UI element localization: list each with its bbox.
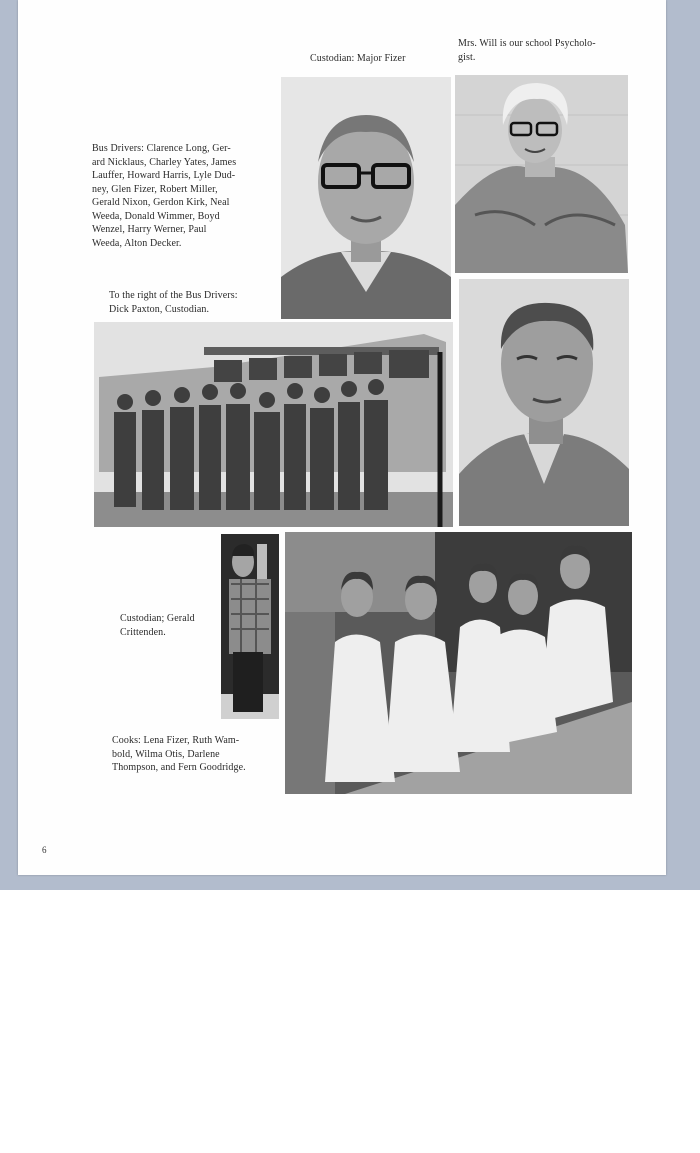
caption-line: Gerald Nixon, Gerdon Kirk, Neal [92,197,230,208]
caption-line: Cooks: Lena Fizer, Ruth Wam- [112,735,240,746]
caption-line: Dick Paxton, Custodian. [109,303,210,315]
caption-line: To the right of the Bus Drivers: [109,290,238,301]
photo-custodian-major-fizer [281,77,451,319]
caption-line: gist. [458,51,476,63]
caption-line: ney, Glen Fizer, Robert Miller, [92,183,218,195]
caption-custodian-major-fizer: Custodian: Major Fizer [310,53,406,64]
caption-line: Weeda, Alton Decker. [92,237,182,249]
photo-custodian-gerald [221,534,279,719]
photo-bus-drivers-group [94,322,453,527]
caption-line: Lauffer, Howard Harris, Lyle Dud- [92,170,236,181]
caption-line: Mrs. Will is our school Psycholo- [458,38,596,49]
page-number: 6 [42,845,47,855]
photo-cooks [285,532,632,794]
caption-right-of-bus-drivers [109,289,238,316]
caption-psychologist [458,37,596,64]
caption-custodian-gerald [120,612,195,639]
caption-bus-drivers [92,142,236,250]
caption-line: Crittenden. [120,626,166,638]
caption-line: Custodian; Gerald [120,613,195,624]
caption-line: Wenzel, Harry Werner, Paul [92,224,207,235]
caption-line: Weeda, Donald Wimmer, Boyd [92,210,220,222]
photo-custodian-dick-paxton [459,279,629,526]
caption-line: Thompson, and Fern Goodridge. [112,762,246,773]
caption-cooks [112,734,246,775]
caption-line: bold, Wilma Otis, Darlene [112,748,220,760]
photo-psychologist [455,75,628,273]
caption-line: Bus Drivers: Clarence Long, Ger- [92,143,231,154]
caption-line: ard Nicklaus, Charley Yates, James [92,156,237,168]
